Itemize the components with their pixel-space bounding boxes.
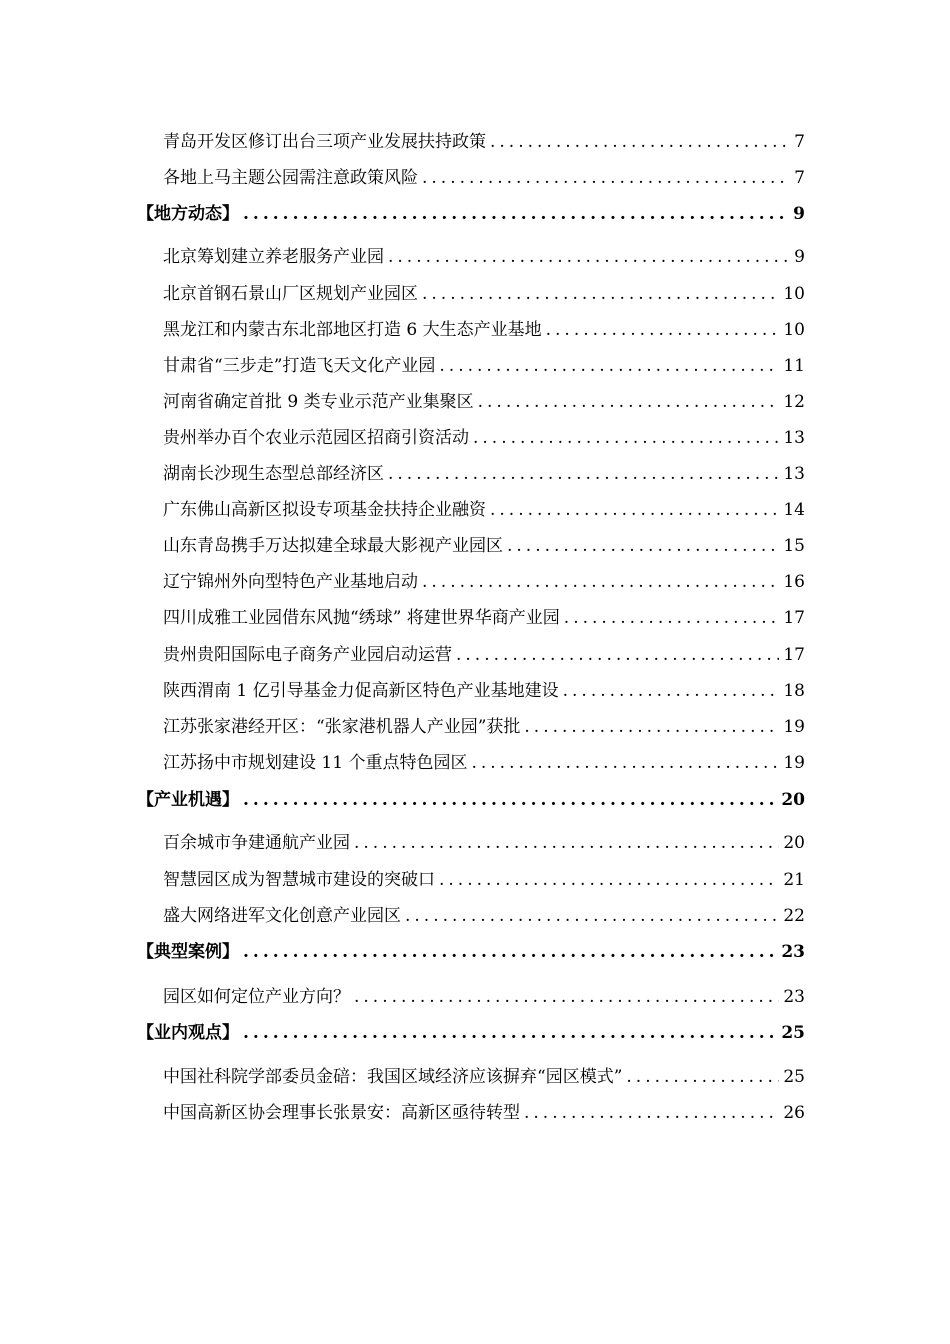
toc-entry-title: 广东佛山高新区拟设专项基金扶持企业融资 bbox=[163, 500, 486, 520]
toc-section-page: 25 bbox=[781, 1023, 805, 1043]
toc-entry-title: 智慧园区成为智慧城市建设的突破口 bbox=[163, 870, 435, 890]
toc-entry[interactable] bbox=[163, 531, 805, 555]
dot-leader bbox=[422, 572, 779, 592]
toc-entry-page: 26 bbox=[783, 1103, 805, 1123]
toc-entry-title: 盛大网络进军文化创意产业园区 bbox=[163, 906, 401, 926]
dot-leader bbox=[439, 870, 779, 890]
toc-section-title: 【业内观点】 bbox=[137, 1023, 239, 1043]
dot-leader bbox=[626, 1067, 779, 1087]
toc-entry[interactable] bbox=[163, 279, 805, 303]
toc-entry-page: 15 bbox=[783, 536, 805, 556]
toc-entry[interactable] bbox=[163, 982, 805, 1006]
toc-entry[interactable] bbox=[163, 495, 805, 519]
toc-section-page: 9 bbox=[793, 204, 805, 224]
dot-leader bbox=[524, 717, 779, 737]
toc-entry[interactable] bbox=[163, 640, 805, 664]
dot-leader bbox=[546, 320, 780, 340]
toc-entry[interactable] bbox=[163, 603, 805, 627]
toc-entry[interactable] bbox=[163, 127, 805, 151]
dot-leader bbox=[478, 392, 780, 412]
toc-entry-title: 中国高新区协会理事长张景安：高新区亟待转型 bbox=[163, 1103, 520, 1123]
dot-leader bbox=[243, 1023, 777, 1043]
toc-entry-page: 18 bbox=[783, 681, 805, 701]
toc-entry-title: 北京筹划建立养老服务产业园 bbox=[163, 247, 384, 267]
dot-leader bbox=[564, 608, 780, 628]
toc-section-title: 【典型案例】 bbox=[137, 942, 239, 962]
toc-entry-page: 23 bbox=[783, 987, 805, 1007]
toc-entry-title: 湖南长沙现生态型总部经济区 bbox=[163, 464, 384, 484]
toc-entry-page: 10 bbox=[783, 320, 805, 340]
dot-leader bbox=[524, 1103, 779, 1123]
toc-entry[interactable] bbox=[163, 748, 805, 772]
toc-section-title: 【地方动态】 bbox=[137, 204, 239, 224]
toc-entry-page: 10 bbox=[783, 284, 805, 304]
toc-entry[interactable] bbox=[163, 712, 805, 736]
toc-entry-page: 22 bbox=[783, 906, 805, 926]
toc-section-page: 20 bbox=[781, 790, 805, 810]
toc-entry[interactable] bbox=[163, 459, 805, 483]
toc-entry-title: 各地上马主题公园需注意政策风险 bbox=[163, 168, 418, 188]
toc-entry-page: 25 bbox=[783, 1067, 805, 1087]
toc-entry[interactable] bbox=[163, 163, 805, 187]
toc-entry-title: 黑龙江和内蒙古东北部地区打造 6 大生态产业基地 bbox=[163, 320, 542, 340]
toc-entry[interactable] bbox=[163, 351, 805, 375]
dot-leader bbox=[473, 428, 779, 448]
toc-entry-title: 贵州贵阳国际电子商务产业园启动运营 bbox=[163, 645, 452, 665]
toc-entry-title: 河南省确定首批 9 类专业示范产业集聚区 bbox=[163, 392, 474, 412]
toc-entry-page: 9 bbox=[794, 247, 805, 267]
dot-leader bbox=[490, 132, 790, 152]
dot-leader bbox=[354, 987, 779, 1007]
toc-section[interactable] bbox=[137, 785, 805, 809]
toc-section-page: 23 bbox=[781, 942, 805, 962]
toc-entry[interactable] bbox=[163, 1098, 805, 1122]
dot-leader bbox=[405, 906, 779, 926]
toc-entry-page: 11 bbox=[783, 356, 805, 376]
dot-leader bbox=[243, 790, 777, 810]
toc-entry-page: 17 bbox=[783, 645, 805, 665]
dot-leader bbox=[439, 356, 779, 376]
dot-leader bbox=[354, 833, 779, 853]
toc-entry-page: 16 bbox=[783, 572, 805, 592]
toc-entry[interactable] bbox=[163, 676, 805, 700]
toc-entry-page: 20 bbox=[783, 833, 805, 853]
toc-entry-title: 江苏扬中市规划建设 11 个重点特色园区 bbox=[163, 753, 468, 773]
dot-leader bbox=[456, 645, 779, 665]
toc-entry-title: 辽宁锦州外向型特色产业基地启动 bbox=[163, 572, 418, 592]
toc-entry[interactable] bbox=[163, 315, 805, 339]
dot-leader bbox=[422, 284, 779, 304]
toc-entry-page: 7 bbox=[794, 132, 805, 152]
dot-leader bbox=[388, 464, 779, 484]
toc-entry-page: 13 bbox=[783, 464, 805, 484]
toc-entry-title: 百余城市争建通航产业园 bbox=[163, 833, 350, 853]
toc-entry-page: 14 bbox=[783, 500, 805, 520]
toc-section[interactable] bbox=[137, 199, 805, 223]
toc-entry[interactable] bbox=[163, 901, 805, 925]
toc-section[interactable] bbox=[137, 937, 805, 961]
toc-entry[interactable] bbox=[163, 387, 805, 411]
toc-entry-title: 中国社科院学部委员金碚：我国区域经济应该摒弃“园区模式” bbox=[163, 1067, 623, 1087]
toc-entry-title: 山东青岛携手万达拟建全球最大影视产业园区 bbox=[163, 536, 503, 556]
toc-entry-title: 青岛开发区修订出台三项产业发展扶持政策 bbox=[163, 132, 486, 152]
toc-entry-title: 园区如何定位产业方向？ bbox=[163, 987, 350, 1007]
dot-leader bbox=[243, 942, 777, 962]
toc-entry[interactable] bbox=[163, 423, 805, 447]
toc-entry-title: 贵州举办百个农业示范园区招商引资活动 bbox=[163, 428, 469, 448]
toc-entry-title: 北京首钢石景山厂区规划产业园区 bbox=[163, 284, 418, 304]
toc-entry[interactable] bbox=[163, 567, 805, 591]
dot-leader bbox=[507, 536, 779, 556]
toc-entry-title: 江苏张家港经开区：“张家港机器人产业园”获批 bbox=[163, 717, 521, 737]
toc-entry-page: 7 bbox=[794, 168, 805, 188]
toc-entry[interactable] bbox=[163, 828, 805, 852]
toc-entry[interactable] bbox=[163, 242, 805, 266]
dot-leader bbox=[422, 168, 790, 188]
toc-entry-title: 甘肃省“三步走”打造飞天文化产业园 bbox=[163, 356, 436, 376]
toc-entry-title: 四川成雅工业园借东风抛“绣球” 将建世界华商产业园 bbox=[163, 608, 560, 628]
dot-leader bbox=[490, 500, 779, 520]
toc-entry-page: 19 bbox=[783, 753, 805, 773]
toc-entry-title: 陕西渭南 1 亿引导基金力促高新区特色产业基地建设 bbox=[163, 681, 559, 701]
toc-entry-page: 12 bbox=[783, 392, 805, 412]
dot-leader bbox=[471, 753, 779, 773]
toc-entry-page: 21 bbox=[783, 870, 805, 890]
dot-leader bbox=[243, 204, 789, 224]
toc-section-title: 【产业机遇】 bbox=[137, 790, 239, 810]
toc-entry[interactable] bbox=[163, 865, 805, 889]
toc-entry-page: 17 bbox=[783, 608, 805, 628]
toc-entry-page: 19 bbox=[783, 717, 805, 737]
dot-leader bbox=[563, 681, 780, 701]
toc-entry-page: 13 bbox=[783, 428, 805, 448]
toc-section[interactable] bbox=[137, 1018, 805, 1042]
dot-leader bbox=[388, 247, 790, 267]
toc-entry[interactable] bbox=[163, 1062, 805, 1086]
